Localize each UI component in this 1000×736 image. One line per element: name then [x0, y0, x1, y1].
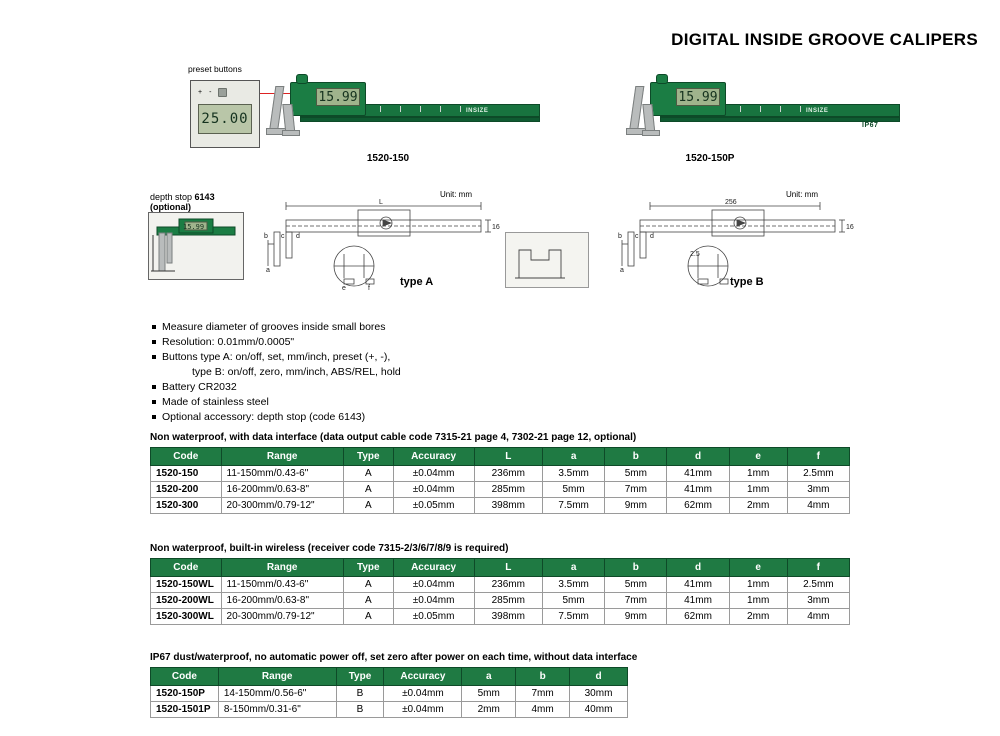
cell-a: 5mm: [462, 686, 516, 702]
typeB-dim-d: d: [650, 233, 654, 240]
cell-accuracy: ±0.05mm: [393, 609, 474, 625]
cell-code: 1520-300WL: [151, 609, 222, 625]
typeA-dim-thickness: 16: [492, 224, 500, 231]
th-e: e: [729, 559, 787, 577]
typeA-unit-label: Unit: mm: [440, 190, 472, 199]
th-l: L: [474, 448, 542, 466]
th-type: Type: [336, 668, 384, 686]
cell-b: 4mm: [516, 702, 570, 718]
feature-item: Optional accessory: depth stop (code 6143): [150, 410, 401, 424]
cell-type: A: [343, 466, 393, 482]
th-a: a: [542, 448, 604, 466]
typeA-drawing: [266, 196, 516, 292]
cell-type: A: [343, 577, 393, 593]
feature-item: Resolution: 0.01mm/0.0005": [150, 335, 401, 349]
cell-range: 16-200mm/0.63-8": [221, 482, 343, 498]
preset-set-key-icon: [218, 88, 227, 97]
cell-range: 11-150mm/0.43-6": [221, 466, 343, 482]
feature-item: Made of stainless steel: [150, 395, 401, 409]
typeB-dim-thickness: 16: [846, 224, 854, 231]
cell-type: A: [343, 498, 393, 514]
cell-range: 16-200mm/0.63-8": [221, 593, 343, 609]
th-type: Type: [343, 448, 393, 466]
caliper1-brand: INSIZE: [466, 108, 489, 114]
cell-a: 3.5mm: [542, 466, 604, 482]
feature-item: Buttons type A: on/off, set, mm/inch, preset (+, -),: [150, 350, 401, 364]
cell-range: 8-150mm/0.31-6": [218, 702, 336, 718]
depth-stop-optional: (optional): [150, 202, 191, 212]
cell-e: 2mm: [729, 498, 787, 514]
cell-e: 1mm: [729, 593, 787, 609]
depth-stop-label: [150, 192, 215, 212]
table-row: [151, 686, 628, 702]
cell-code: 1520-1501P: [151, 702, 219, 718]
cell-d: 30mm: [570, 686, 628, 702]
preset-buttons-label: preset buttons: [188, 64, 242, 74]
typeB-dim-e: 2.5: [690, 251, 700, 258]
cell-d: 62mm: [667, 609, 729, 625]
cell-type: B: [336, 686, 384, 702]
typeB-dim-b: b: [618, 233, 622, 240]
cell-a: 7.5mm: [542, 498, 604, 514]
depth-stop-display: 15.99: [183, 223, 205, 231]
cell-d: 41mm: [667, 577, 729, 593]
cell-b: 7mm: [605, 482, 667, 498]
th-range: Range: [221, 559, 343, 577]
cell-l: 398mm: [474, 498, 542, 514]
cell-range: 11-150mm/0.43-6": [221, 577, 343, 593]
caliper2-display: 15.99: [676, 88, 720, 106]
cell-b: 7mm: [605, 593, 667, 609]
cell-code: 1520-300: [151, 498, 222, 514]
cell-l: 398mm: [474, 609, 542, 625]
cell-accuracy: ±0.04mm: [393, 593, 474, 609]
preset-lcd-display: 25.00: [198, 104, 252, 134]
table-1-header-row: [151, 448, 850, 466]
cell-d: 41mm: [667, 466, 729, 482]
cell-type: A: [343, 482, 393, 498]
table-1-title: Non waterproof, with data interface (data output cable code 7315-21 page 4, 7302-21 page 12, optional): [150, 432, 637, 443]
cell-l: 236mm: [474, 466, 542, 482]
groove-section-drawing: [505, 232, 589, 288]
typeA-dim-L: L: [379, 199, 383, 206]
th-b: b: [516, 668, 570, 686]
th-d: d: [667, 559, 729, 577]
cell-f: 2.5mm: [787, 466, 849, 482]
typeA-caption: type A: [400, 276, 434, 288]
table-3-title: IP67 dust/waterproof, no automatic power off, set zero after power on each time, without data interface: [150, 652, 638, 663]
cell-range: 14-150mm/0.56-6": [218, 686, 336, 702]
cell-f: 2.5mm: [787, 577, 849, 593]
feature-item: Battery CR2032: [150, 380, 401, 394]
page-title: DIGITAL INSIDE GROOVE CALIPERS: [671, 30, 978, 49]
cell-code: 1520-200WL: [151, 593, 222, 609]
caliper2-brand: INSIZE: [806, 108, 829, 114]
cell-accuracy: ±0.04mm: [384, 702, 462, 718]
cell-code: 1520-150WL: [151, 577, 222, 593]
th-l: L: [474, 559, 542, 577]
table-2-header-row: [151, 559, 850, 577]
cell-accuracy: ±0.04mm: [384, 686, 462, 702]
typeB-dim-c: c: [635, 233, 639, 240]
th-f: f: [787, 448, 849, 466]
depth-stop-label-text: depth stop: [150, 192, 195, 202]
typeA-dim-f: f: [368, 285, 370, 292]
table-row: [151, 702, 628, 718]
th-d: d: [570, 668, 628, 686]
cell-e: 1mm: [729, 466, 787, 482]
cell-type: B: [336, 702, 384, 718]
cell-d: 41mm: [667, 482, 729, 498]
cell-e: 2mm: [729, 609, 787, 625]
typeB-dim-top: 256: [725, 199, 737, 206]
table-row: [151, 498, 850, 514]
table-3-header-row: [151, 668, 628, 686]
typeB-caption: type B: [730, 276, 764, 288]
ip67-badge: IP67: [862, 122, 879, 129]
cell-code: 1520-150: [151, 466, 222, 482]
cell-f: 3mm: [787, 482, 849, 498]
th-code: Code: [151, 668, 219, 686]
cell-b: 5mm: [605, 577, 667, 593]
table-row: [151, 482, 850, 498]
table-1: [150, 447, 850, 514]
cell-b: 9mm: [605, 498, 667, 514]
typeA-dim-e: e: [342, 285, 346, 292]
th-e: e: [729, 448, 787, 466]
cell-e: 1mm: [729, 482, 787, 498]
table-2-title: Non waterproof, built-in wireless (receiver code 7315-2/3/6/7/8/9 is required): [150, 543, 509, 554]
th-f: f: [787, 559, 849, 577]
table-2: [150, 558, 850, 625]
cell-l: 236mm: [474, 577, 542, 593]
cell-range: 20-300mm/0.79-12": [221, 498, 343, 514]
cell-b: 7mm: [516, 686, 570, 702]
cell-l: 285mm: [474, 482, 542, 498]
caliper1-display: 15.99: [316, 88, 360, 106]
cell-code: 1520-150P: [151, 686, 219, 702]
th-d: d: [667, 448, 729, 466]
typeB-dim-a: a: [620, 267, 624, 274]
depth-stop-inset: [148, 212, 244, 280]
th-b: b: [605, 559, 667, 577]
th-b: b: [605, 448, 667, 466]
th-code: Code: [151, 448, 222, 466]
cell-a: 5mm: [542, 482, 604, 498]
cell-d: 62mm: [667, 498, 729, 514]
cell-code: 1520-200: [151, 482, 222, 498]
typeB-unit-label: Unit: mm: [786, 190, 818, 199]
cell-a: 7.5mm: [542, 609, 604, 625]
cell-b: 9mm: [605, 609, 667, 625]
typeA-dim-d: d: [296, 233, 300, 240]
typeA-dim-b: b: [264, 233, 268, 240]
cell-accuracy: ±0.04mm: [393, 577, 474, 593]
cell-accuracy: ±0.04mm: [393, 466, 474, 482]
th-accuracy: Accuracy: [393, 448, 474, 466]
cell-type: A: [343, 609, 393, 625]
th-range: Range: [221, 448, 343, 466]
cell-accuracy: ±0.05mm: [393, 498, 474, 514]
feature-item: Measure diameter of grooves inside small bores: [150, 320, 401, 334]
table-row: [151, 577, 850, 593]
cell-f: 4mm: [787, 609, 849, 625]
cell-f: 3mm: [787, 593, 849, 609]
depth-stop-code: 6143: [194, 192, 215, 202]
typeA-dim-a: a: [266, 267, 270, 274]
feature-list: [150, 320, 401, 425]
th-a: a: [462, 668, 516, 686]
table-row: [151, 466, 850, 482]
table-row: [151, 593, 850, 609]
preset-key-row: [198, 86, 254, 98]
cell-f: 4mm: [787, 498, 849, 514]
cell-a: 2mm: [462, 702, 516, 718]
cell-l: 285mm: [474, 593, 542, 609]
feature-item-sub: type B: on/off, zero, mm/inch, ABS/REL, hold: [192, 366, 401, 378]
cell-a: 5mm: [542, 593, 604, 609]
preset-minus-key-label: -: [209, 88, 212, 96]
th-a: a: [542, 559, 604, 577]
caliper2-caption: 1520-150P: [685, 153, 735, 164]
th-type: Type: [343, 559, 393, 577]
preset-plus-key-label: +: [198, 88, 203, 96]
cell-a: 3.5mm: [542, 577, 604, 593]
cell-d: 40mm: [570, 702, 628, 718]
table-3: [150, 667, 628, 718]
cell-range: 20-300mm/0.79-12": [221, 609, 343, 625]
typeA-dim-c: c: [281, 233, 285, 240]
cell-accuracy: ±0.04mm: [393, 482, 474, 498]
th-code: Code: [151, 559, 222, 577]
cell-d: 41mm: [667, 593, 729, 609]
cell-type: A: [343, 593, 393, 609]
cell-b: 5mm: [605, 466, 667, 482]
th-accuracy: Accuracy: [384, 668, 462, 686]
table-row: [151, 609, 850, 625]
cell-e: 1mm: [729, 577, 787, 593]
th-range: Range: [218, 668, 336, 686]
caliper1-caption: 1520-150: [366, 153, 410, 164]
th-accuracy: Accuracy: [393, 559, 474, 577]
